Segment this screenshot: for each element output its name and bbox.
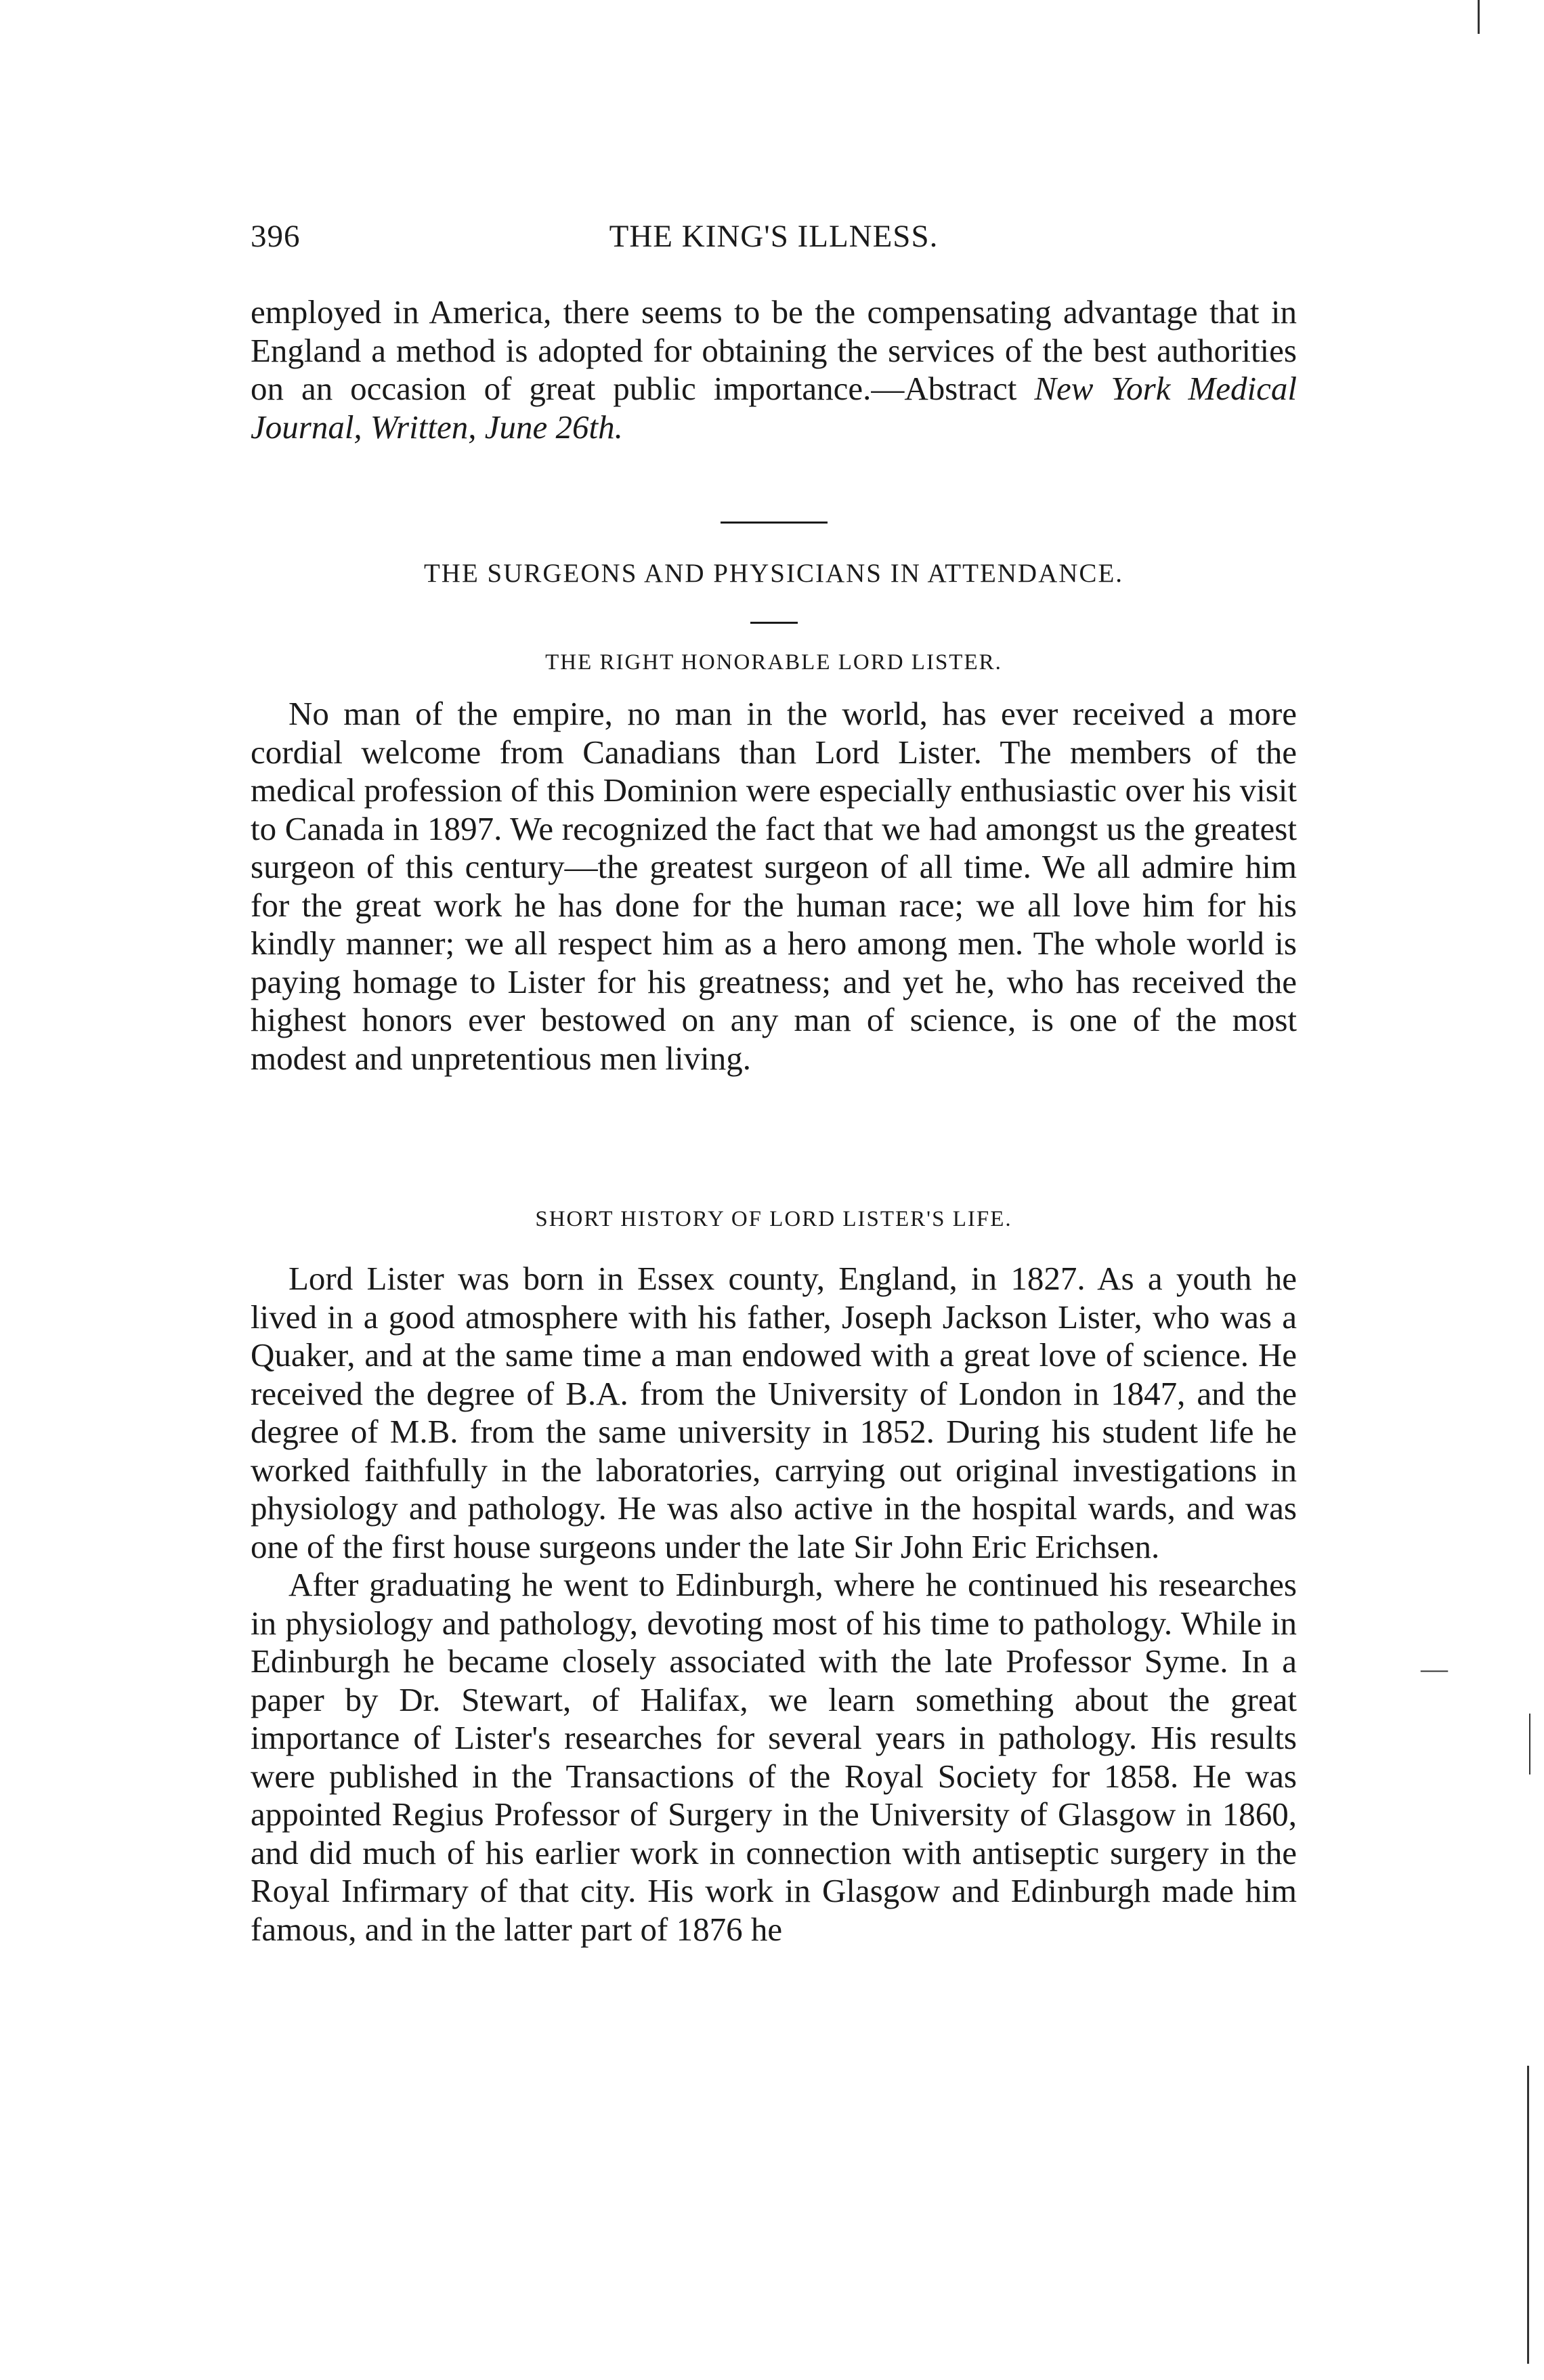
section-divider-long: [721, 522, 828, 524]
history-paragraph-1: Lord Lister was born in Essex county, England, in 1827. As a youth he lived in a good atmosphere with his father, Joseph Jackson Lister, who was a Quaker, and at the same time a man endowed with a great love of science. He received the degree of B.A. from the University of London in 1847, and the degree of M.B. from the same university in 1852. During his student life he worked faithfully in the laboratories, carrying out original investigations in physiology and pathology. He was also active in the hospital wards, and was one of the first house surgeons under the late Sir John Eric Erichsen.: [251, 1260, 1297, 1565]
running-head: [251, 218, 1297, 259]
intro-text: employed in America, there seems to be the compensating advantage that in England a method is adopted for obtaining the services of the best authorities on an occasion of great public importance.—Abstract: [251, 293, 1297, 407]
intro-source-citation: New York Medical Journal, Written, June 26th.: [251, 370, 1297, 446]
intro-paragraph-block: [251, 293, 1297, 446]
section-heading: THE SURGEONS AND PHYSICIANS IN ATTENDANCE.: [423, 559, 1124, 588]
running-title: THE KING'S ILLNESS.: [609, 219, 939, 254]
margin-dash-mark: —: [1421, 1653, 1448, 1684]
edge-scan-mark-bottom: [1527, 2066, 1529, 2364]
history-paragraph-2: After graduating he went to Edinburgh, where he continued his researches in physiology and pathology, devoting most of his time to pathology. While in Edinburgh he became closely associated with the late Professor Syme. In a paper by Dr. Stewart, of Halifax, we learn something about the great importance of Lister's researches for several years in pathology. His results were published in the Transactions of the Royal Society for 1858. He was appointed Regius Professor of Surgery in the University of Glasgow in 1860, and did much of his earlier work in connection with antiseptic surgery in the Royal Infirmary of that city. His work in Glasgow and Edinburgh made him famous, and in the latter part of 1876 he: [251, 1566, 1297, 1948]
edge-scan-mark-top: [1478, 0, 1480, 34]
page-number: 396: [251, 219, 301, 254]
lister-paragraph: No man of the empire, no man in the world, has ever received a more cordial welcome from Canadians than Lord Lister. The members of the medical profession of this Dominion were especially enthusiastic over his visit to Canada in 1897. We recognized the fact that we had amongst us the greatest surgeon of this century—the greatest surgeon of all time. We all admire him for the great work he has done for the human race; we all love him for his kindly manner; we all respect him as a hero among men. The whole world is paying homage to Lister for his greatness; and yet he, who has received the highest honors ever bestowed on any man of science, is one of the most modest and unpretentious men living.: [251, 695, 1297, 1077]
subheading-history: SHORT HISTORY OF LORD LISTER'S LIFE.: [535, 1207, 1012, 1231]
section-divider-short: [750, 622, 798, 624]
edge-scan-mark-middle: [1529, 1714, 1530, 1775]
history-block: [251, 1260, 1297, 1949]
lister-paragraph-block: [251, 695, 1297, 1078]
intro-paragraph: [251, 293, 1297, 446]
subheading-lister: THE RIGHT HONORABLE LORD LISTER.: [545, 650, 1002, 675]
